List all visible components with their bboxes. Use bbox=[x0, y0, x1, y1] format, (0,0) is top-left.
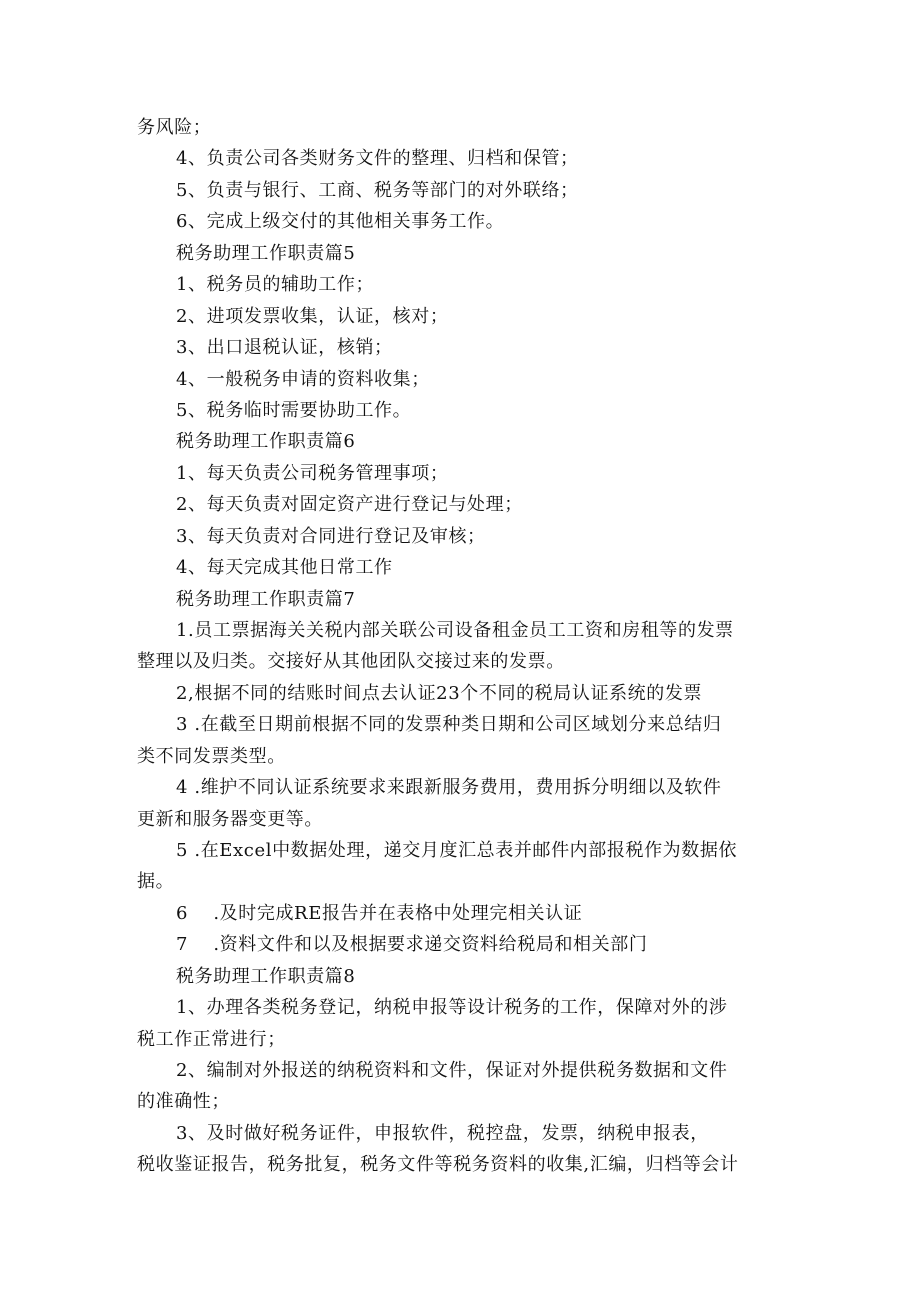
text-line: 1、每天负责公司税务管理事项； bbox=[176, 463, 449, 484]
text-line: 4、负责公司各类财务文件的整理、归档和保管； bbox=[176, 148, 579, 169]
section-heading: 税务助理工作职责篇8 bbox=[176, 966, 356, 987]
text-line: 据。 bbox=[137, 871, 175, 892]
text-line: 1、办理各类税务登记，纳税申报等设计税务的工作，保障对外的涉 bbox=[176, 997, 728, 1018]
text-line: 更新和服务器变更等。 bbox=[137, 809, 323, 830]
text-line: 2,根据不同的结账时间点去认证23个不同的税局认证系统的发票 bbox=[176, 683, 703, 704]
text-line: 2、进项发票收集，认证，核对； bbox=[176, 306, 449, 327]
text-line: 的准确性； bbox=[137, 1091, 230, 1112]
text-line: 3、每天负责对合同进行登记及审核； bbox=[176, 526, 486, 547]
section-heading: 税务助理工作职责篇5 bbox=[176, 243, 356, 264]
text-line: 5、税务临时需要协助工作。 bbox=[176, 400, 412, 421]
text-line: 类不同发票类型。 bbox=[137, 746, 286, 767]
text-line: 4 .维护不同认证系统要求来跟新服务费用，费用拆分明细以及软件 bbox=[176, 777, 722, 798]
text-line: 1、税务员的辅助工作； bbox=[176, 274, 375, 295]
text-line: 4、一般税务申请的资料收集； bbox=[176, 369, 430, 390]
text-line: 务风险； bbox=[137, 117, 212, 138]
text-line: 整理以及归类。交接好从其他团队交接过来的发票。 bbox=[137, 651, 565, 672]
section-heading: 税务助理工作职责篇7 bbox=[176, 589, 356, 610]
text-line: 3、出口退税认证，核销； bbox=[176, 337, 393, 358]
text-line: 2、编制对外报送的纳税资料和文件，保证对外提供税务数据和文件 bbox=[176, 1060, 728, 1081]
section-heading: 税务助理工作职责篇6 bbox=[176, 431, 356, 452]
text-line: 2、每天负责对固定资产进行登记与处理； bbox=[176, 494, 523, 515]
text-line: 5、负责与银行、工商、税务等部门的对外联络； bbox=[176, 180, 579, 201]
text-line: 6 .及时完成RE报告并在表格中处理完相关认证 bbox=[176, 903, 583, 924]
text-line: 税工作正常进行； bbox=[137, 1029, 286, 1050]
text-line: 5 .在Excel中数据处理，递交月度汇总表并邮件内部报税作为数据依 bbox=[176, 840, 738, 861]
text-line: 1.员工票据海关关税内部关联公司设备租金员工工资和房租等的发票 bbox=[176, 620, 734, 641]
text-line: 6、完成上级交付的其他相关事务工作。 bbox=[176, 211, 505, 232]
text-line: 4、每天完成其他日常工作 bbox=[176, 557, 393, 578]
text-line: 税收鉴证报告，税务批复，税务文件等税务资料的收集,汇编，归档等会计 bbox=[137, 1154, 739, 1175]
text-line: 3 .在截至日期前根据不同的发票种类日期和公司区域划分来总结归 bbox=[176, 714, 722, 735]
text-line: 7 .资料文件和以及根据要求递交资料给税局和相关部门 bbox=[176, 934, 648, 955]
text-line: 3、及时做好税务证件，申报软件，税控盘，发票，纳税申报表， bbox=[176, 1123, 709, 1144]
